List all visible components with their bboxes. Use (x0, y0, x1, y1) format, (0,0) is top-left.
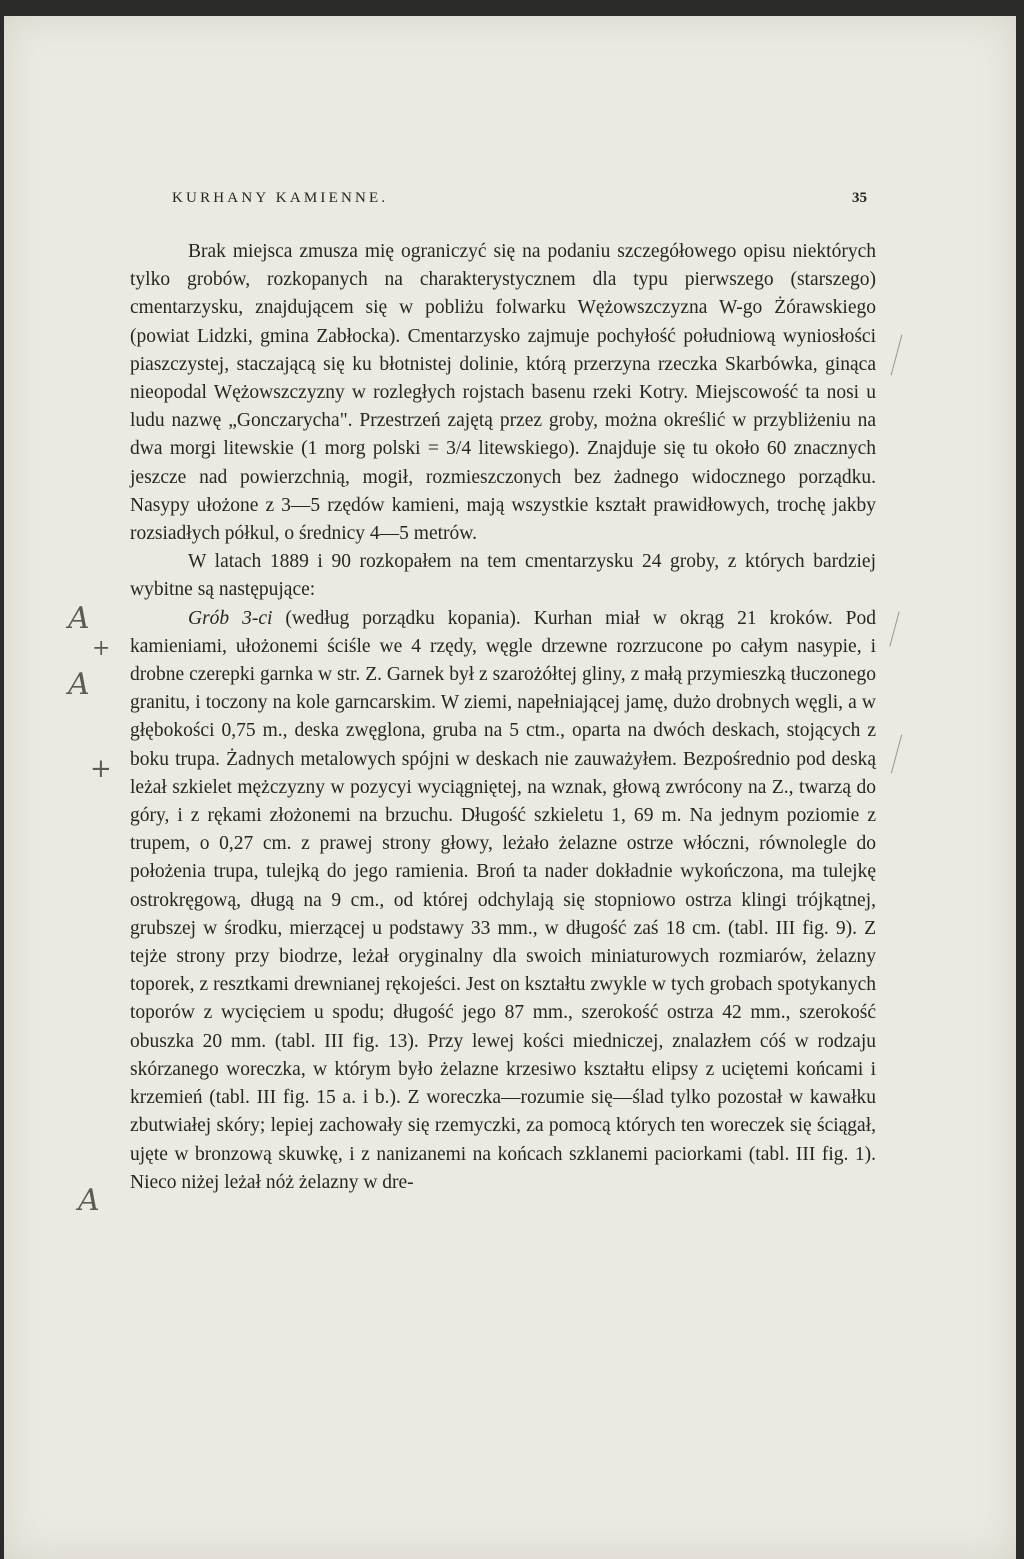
grave-3-description: (według porządku kopania). Kurhan miał w okrąg 21 kroków. Pod kamieniami, ułożonemi ściśle we 4 rzędy, węgle drzewne rozrzucone po całym nasypie, i drobne czerepki garnka w str. Z. Garnek był z szarożółtej gliny, z małą przymieszką tłuczonego granitu, i toczony na kole garncarskim. W ziemi, napełniającej jamę, dużo drobnych węgli, a w głębokości 0,75 m., deska zwęglona, gruba na 5 ctm., oparta na dwóch deskach, stojących z boku trupa. Żadnych metalowych spójni w deskach nie zauważyłem. Bezpośrednio pod deską leżał szkielet mężczyzny w pozycyi wyciągniętej, na wznak, głową zwrócony na Z., twarzą do góry, i z rękami złożonemi na brzuchu. Długość szkieletu 1, 69 m. Na jednym poziomie z trupem, o 0,27 cm. z prawej strony głowy, leżało żelazne ostrze włóczni, równolegle do położenia trupa, tulejką do jego ramienia. Broń ta nader dokładnie wykończona, ma tulejkę ostrokręgową, długą na 9 cm., od której odchylają się stopniowo ostrza klingi trójkątnej, grubszej w środku, mierzącej u podstawy 33 mm., w długość zaś 18 cm. (tabl. III fig. 9). Z tejże strony przy biodrze, leżał oryginalny dla swoich miniaturowych rozmiarów, żelazny toporek, z resztkami drewnianej rękojeści. Jest on kształtu zwykle w tych grobach spotykanych toporów z wycięciem u spodu; długość jego 87 mm., szerokość ostrza 42 mm., szerokość obuszka 20 mm. (tabl. III fig. 13). Przy lewej kości miedniczej, znalazłem cóś w rodzaju skórzanego woreczka, w którym było żelazne krzesiwo kształtu elipsy z uciętemi końcami i krzemień (tabl. III fig. 15 a. i b.). Z woreczka—rozumie się—ślad tylko pozostał w kawałku zbutwiałej skóry; lepiej zachowały się rzemyczki, za pomocą których ten woreczek się ściągał, ujęte w bronzową skuwkę, i z nanizanemi na końcach szklanemi paciorkami (tabl. III fig. 1). Nieco niżej leżał nóż żelazny w dre- (130, 607, 876, 1193)
book-page (4, 16, 1016, 1559)
pencil-stroke (889, 611, 899, 646)
pencil-stroke (891, 335, 903, 376)
running-title: KURHANY KAMIENNE. (172, 190, 389, 206)
margin-annotation-plus: + (92, 636, 111, 661)
margin-annotation-a: A (78, 1183, 100, 1218)
page-number: 35 (852, 190, 867, 206)
running-head (4, 190, 1016, 214)
margin-annotation-a: A (68, 601, 90, 636)
grave-heading: Grób 3-ci (188, 607, 273, 629)
margin-annotation-plus: + (90, 754, 112, 784)
paragraph-grave-3 (130, 605, 876, 1197)
paragraph-intro: Brak miejsca zmusza mię ograniczyć się na podaniu szczegółowego opisu niektórych tylko grobów, rozkopanych na charakterystycznem dla typu pierwszego (starszego) cmentarzysku, znajdującem się w pobliżu folwarku Wężowszczyzna W-go Żórawskiego (powiat Lidzki, gmina Zabłocka). Cmentarzysko zajmuje pochyłość południową wyniosłości piaszczystej, staczającą się ku błotnistej dolinie, którą przerzyna rzeczka Skarbówka, ginąca nieopodal Wężowszczyzny w rozległych rojstach basenu rzeki Kotry. Miejscowość ta nosi u ludu nazwę „Gonczarycha". Przestrzeń zajętą przez groby, można określić w przybliżeniu na dwa morgi litewskie (1 morg polski = 3/4 litewskiego). Znajduje się tu około 60 znacznych jeszcze nad powierzchnią, mogił, rozmieszczonych bez żadnego widocznego porządku. Nasypy ułożone z 3—5 rzędów kamieni, mają wszystkie kształt prawidłowych, trochę jakby rozsiadłych półkul, o średnicy 4—5 metrów. (130, 241, 876, 545)
paragraph-excavation: W latach 1889 i 90 rozkopałem na tem cmentarzysku 24 groby, z których bardziej wybitne są następujące: (130, 551, 876, 601)
pencil-stroke (891, 735, 902, 774)
body-text (130, 238, 876, 1197)
margin-annotation-a: A (68, 667, 90, 702)
